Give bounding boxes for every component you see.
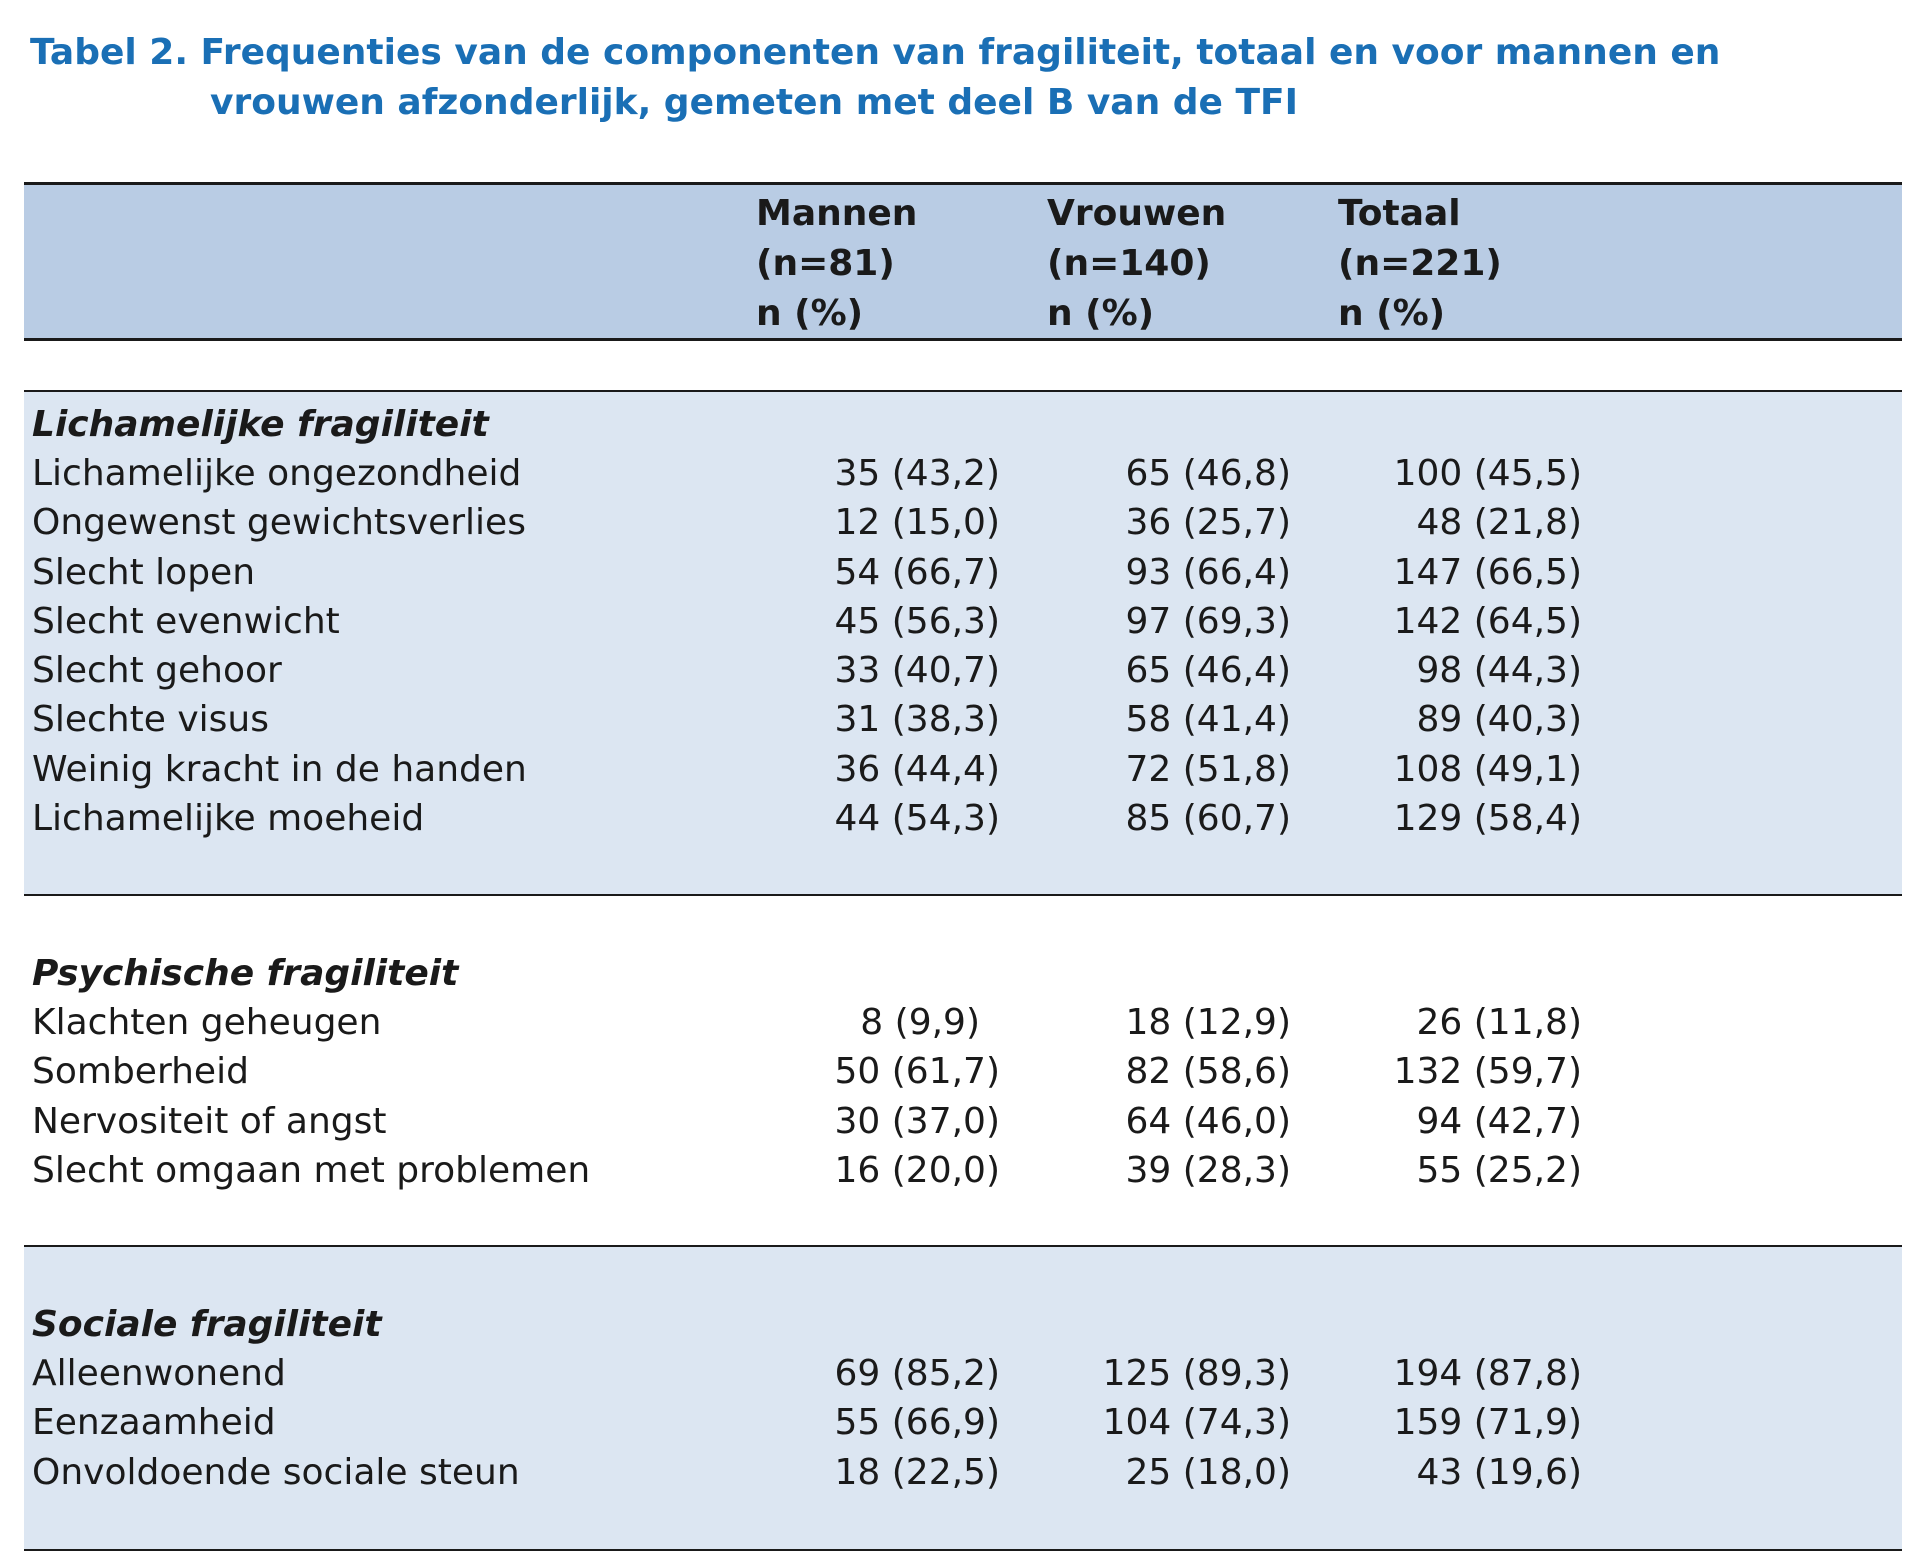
cell-totaal: 108 (49,1) xyxy=(1393,748,1582,790)
cell-totaal: 142 (64,5) xyxy=(1393,600,1582,642)
row-label: Slecht omgaan met problemen xyxy=(32,1149,591,1191)
cell-totaal: 159 (71,9) xyxy=(1393,1402,1582,1444)
caption-line-1: Tabel 2. Frequenties van de componenten van fragiliteit, totaal en voor mannen en xyxy=(30,32,1721,73)
cell-vrouwen: 64 (46,0) xyxy=(1125,1100,1291,1142)
row-label: Alleenwonend xyxy=(32,1353,286,1394)
header-mannen xyxy=(756,189,917,339)
row-label: Nervositeit of angst xyxy=(32,1100,387,1142)
cell-vrouwen: 82 (58,6) xyxy=(1125,1051,1291,1093)
header-totaal-title: Totaal xyxy=(1338,193,1461,234)
cell-vrouwen: 104 (74,3) xyxy=(1102,1402,1291,1444)
row-label: Weinig kracht in de handen xyxy=(32,748,527,790)
table-row xyxy=(32,1047,1902,1096)
cell-mannen: 12 (15,0) xyxy=(834,502,1000,544)
table-row xyxy=(32,548,1902,597)
cell-vrouwen: 72 (51,8) xyxy=(1125,748,1291,790)
section-lichamelijke xyxy=(24,390,1902,894)
header-totaal-unit: n (%) xyxy=(1338,293,1446,334)
cell-vrouwen: 25 (18,0) xyxy=(1125,1451,1291,1493)
section-title: Lichamelijke fragiliteit xyxy=(32,404,489,445)
table-row xyxy=(32,646,1902,695)
cell-totaal: 194 (87,8) xyxy=(1393,1353,1582,1394)
row-label: Slecht gehoor xyxy=(32,650,282,692)
section-sociale xyxy=(24,1245,1902,1551)
cell-vrouwen: 58 (41,4) xyxy=(1125,699,1291,741)
cell-totaal: 100 (45,5) xyxy=(1393,453,1582,494)
row-label: Slecht evenwicht xyxy=(32,600,340,642)
table-row xyxy=(32,597,1902,646)
table-row xyxy=(32,1097,1902,1146)
cell-vrouwen: 125 (89,3) xyxy=(1102,1353,1291,1394)
cell-mannen: 36 (44,4) xyxy=(834,748,1000,790)
cell-mannen: 8 (9,9) xyxy=(860,1002,980,1043)
header-mannen-unit: n (%) xyxy=(756,293,864,334)
row-label: Somberheid xyxy=(32,1051,249,1093)
cell-totaal: 26 (11,8) xyxy=(1416,1002,1582,1043)
cell-mannen: 54 (66,7) xyxy=(834,551,1000,593)
cell-vrouwen: 65 (46,4) xyxy=(1125,650,1291,692)
table-row xyxy=(32,1398,1902,1447)
table-row xyxy=(32,998,1902,1047)
cell-vrouwen: 85 (60,7) xyxy=(1125,798,1291,840)
row-label: Eenzaamheid xyxy=(32,1402,276,1444)
header-vrouwen-title: Vrouwen xyxy=(1047,193,1227,234)
table-header xyxy=(24,182,1902,341)
section-title: Sociale fragiliteit xyxy=(32,1304,382,1345)
row-label: Lichamelijke ongezondheid xyxy=(32,453,522,494)
row-label: Onvoldoende sociale steun xyxy=(32,1451,520,1493)
header-vrouwen-unit: n (%) xyxy=(1047,293,1155,334)
cell-mannen: 16 (20,0) xyxy=(834,1149,1000,1191)
cell-vrouwen: 93 (66,4) xyxy=(1125,551,1291,593)
table-row xyxy=(32,1448,1902,1497)
cell-mannen: 31 (38,3) xyxy=(834,699,1000,741)
cell-totaal: 129 (58,4) xyxy=(1393,798,1582,840)
header-vrouwen-n: (n=140) xyxy=(1047,243,1211,284)
frailty-table xyxy=(24,182,1902,1551)
section-psychische xyxy=(24,894,1902,1245)
row-label: Klachten geheugen xyxy=(32,1002,382,1043)
caption-line-2: vrouwen afzonderlijk, gemeten met deel B van de TFI xyxy=(210,82,1298,123)
cell-vrouwen: 65 (46,8) xyxy=(1125,453,1291,494)
table-row xyxy=(32,449,1902,498)
cell-totaal: 98 (44,3) xyxy=(1416,650,1582,692)
cell-mannen: 50 (61,7) xyxy=(834,1051,1000,1093)
header-mannen-n: (n=81) xyxy=(756,243,895,284)
table-row xyxy=(32,1349,1902,1398)
header-totaal-n: (n=221) xyxy=(1338,243,1502,284)
table-row xyxy=(32,794,1902,843)
cell-totaal: 89 (40,3) xyxy=(1416,699,1582,741)
cell-mannen: 44 (54,3) xyxy=(834,798,1000,840)
cell-mannen: 33 (40,7) xyxy=(834,650,1000,692)
cell-totaal: 147 (66,5) xyxy=(1393,551,1582,593)
cell-totaal: 132 (59,7) xyxy=(1393,1051,1582,1093)
header-mannen-title: Mannen xyxy=(756,193,918,234)
row-label: Slecht lopen xyxy=(32,551,256,593)
cell-vrouwen: 36 (25,7) xyxy=(1125,502,1291,544)
cell-totaal: 94 (42,7) xyxy=(1416,1100,1582,1142)
header-vrouwen xyxy=(1047,189,1226,339)
row-label: Lichamelijke moeheid xyxy=(32,798,425,840)
cell-vrouwen: 39 (28,3) xyxy=(1125,1149,1291,1191)
cell-totaal: 48 (21,8) xyxy=(1416,502,1582,544)
section-title: Psychische fragiliteit xyxy=(32,953,459,994)
cell-mannen: 55 (66,9) xyxy=(834,1402,1000,1444)
cell-totaal: 55 (25,2) xyxy=(1416,1149,1582,1191)
cell-mannen: 35 (43,2) xyxy=(834,453,1000,494)
header-totaal xyxy=(1338,189,1502,339)
table-row xyxy=(32,695,1902,744)
table-row xyxy=(32,498,1902,547)
cell-mannen: 18 (22,5) xyxy=(834,1451,1000,1493)
row-label: Ongewenst gewichtsverlies xyxy=(32,502,526,544)
table-row xyxy=(32,745,1902,794)
cell-vrouwen: 18 (12,9) xyxy=(1125,1002,1291,1043)
table-row xyxy=(32,1146,1902,1195)
cell-mannen: 45 (56,3) xyxy=(834,600,1000,642)
table-caption xyxy=(30,28,1890,128)
row-label: Slechte visus xyxy=(32,699,269,741)
cell-totaal: 43 (19,6) xyxy=(1416,1451,1582,1493)
cell-mannen: 69 (85,2) xyxy=(834,1353,1000,1394)
cell-vrouwen: 97 (69,3) xyxy=(1125,600,1291,642)
cell-mannen: 30 (37,0) xyxy=(834,1100,1000,1142)
